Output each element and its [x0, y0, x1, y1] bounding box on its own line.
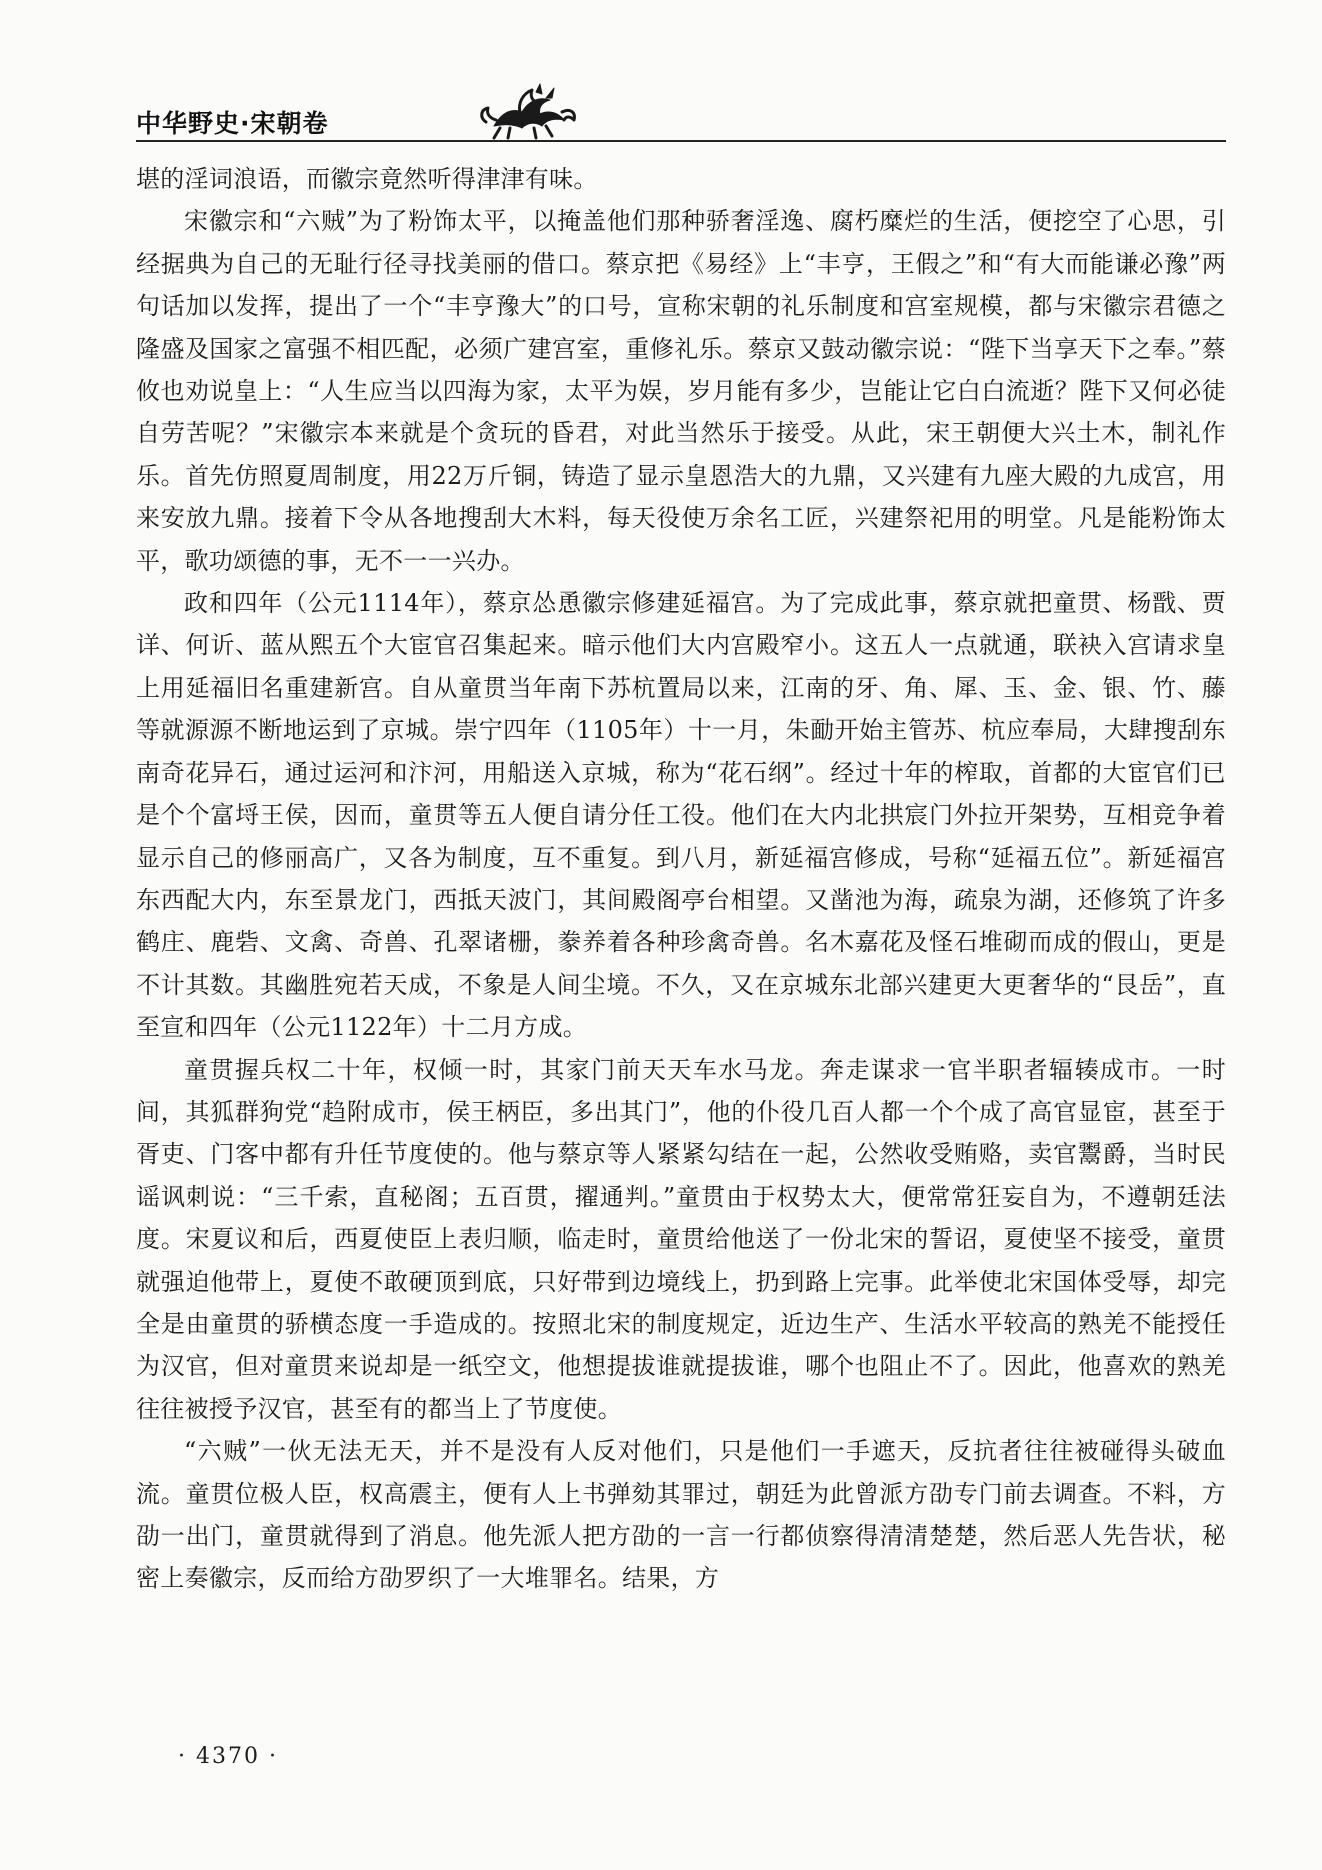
book-title: 中华野史·宋朝卷 — [136, 109, 329, 138]
paragraph: 宋徽宗和“六贼”为了粉饰太平，以掩盖他们那种骄奢淫逸、腐朽糜烂的生活，便挖空了心思，引经据典为自己的无耻行径寻找美丽的借口。蔡京把《易经》上“丰亨，王假之”和“有大而能谦必豫”两句话加以发挥，提出了一个“丰亨豫大”的口号，宣称宋朝的礼乐制度和宫室规模，都与宋徽宗君德之隆盛及国家之富强不相匹配，必须广建宫室，重修礼乐。蔡京又鼓动徽宗说：“陛下当享天下之奉。”蔡攸也劝说皇上：“人生应当以四海为家，太平为娱，岁月能有多少，岂能让它白白流逝？陛下又何必徒自劳苦呢？”宋徽宗本来就是个贪玩的昏君，对此当然乐于接受。从此，宋王朝便大兴土木，制礼作乐。首先仿照夏周制度，用22万斤铜，铸造了显示皇恩浩大的九鼎，又兴建有九座大殿的九成宫，用来安放九鼎。接着下令从各地搜刮大木料，每天役使万余名工匠，兴建祭祀用的明堂。凡是能粉饰太平，歌功颂德的事，无不一一兴办。 — [136, 207, 1226, 575]
body-text — [136, 158, 1226, 1600]
running-header — [136, 82, 596, 142]
paragraph: 堪的淫词浪语，而徽宗竟然听得津津有味。 — [136, 165, 598, 193]
dragon-emblem-icon — [476, 82, 580, 140]
paragraph: 政和四年（公元1114年），蔡京怂恿徽宗修建延福宫。为了完成此事，蔡京就把童贯、杨戬、贾详、何䜣、蓝从熙五个大宦官召集起来。暗示他们大内宫殿窄小。这五人一点就通，联袂入宫请求皇上用延福旧名重建新宫。自从童贯当年南下苏杭置局以来，江南的牙、角、犀、玉、金、银、竹、藤等就源源不断地运到了京城。崇宁四年（1105年）十一月，朱勔开始主管苏、杭应奉局，大肆搜刮东南奇花异石，通过运河和汴河，用船送入京城，称为“花石纲”。经过十年的榨取，首都的大宦官们已是个个富埒王侯，因而，童贯等五人便自请分任工役。他们在大内北拱宸门外拉开架势，互相竞争着显示自己的修丽高广，又各为制度，互不重复。到八月，新延福宫修成，号称“延福五位”。新延福宫东西配大内，东至景龙门，西抵天波门，其间殿阁亭台相望。又凿池为海，疏泉为湖，还修筑了许多鹤庄、鹿砦、文禽、奇兽、孔翠诸栅，豢养着各种珍禽奇兽。名木嘉花及怪石堆砌而成的假山，更是不计其数。其幽胜宛若天成，不象是人间尘境。不久，又在京城东北部兴建更大更奢华的“艮岳”，直至宣和四年（公元1122年）十二月方成。 — [136, 589, 1226, 1042]
page-number: · 4370 · — [178, 1744, 278, 1769]
header-rule — [136, 140, 1226, 142]
paragraph: 童贯握兵权二十年，权倾一时，其家门前天天车水马龙。奔走谋求一官半职者辐辏成市。一时间，其狐群狗党“趋附成市，侯王柄臣，多出其门”，他的仆役几百人都一个个成了高官显宦，甚至于胥吏、门客中都有升任节度使的。他与蔡京等人紧紧勾结在一起，公然收受贿赂，卖官鬻爵，当时民谣讽刺说：“三千索，直秘阁；五百贯，擢通判。”童贯由于权势太大，便常常狂妄自为，不遵朝廷法度。宋夏议和后，西夏使臣上表归顺，临走时，童贯给他送了一份北宋的誓诏，夏使坚不接受，童贯就强迫他带上，夏使不敢硬顶到底，只好带到边境线上，扔到路上完事。此举使北宋国体受辱，却完全是由童贯的骄横态度一手造成的。按照北宋的制度规定，近边生产、生活水平较高的熟羌不能授任为汉官，但对童贯来说却是一纸空文，他想提拔谁就提拔谁，哪个也阻止不了。因此，他喜欢的熟羌往往被授予汉官，甚至有的都当上了节度使。 — [136, 1055, 1226, 1423]
paragraph: “六贼”一伙无法无天，并不是没有人反对他们，只是他们一手遮天，反抗者往往被碰得头破血流。童贯位极人臣，权高震主，便有人上书弹劾其罪过，朝廷为此曾派方劭专门前去调查。不料，方劭一出门，童贯就得到了消息。他先派人把方劭的一言一行都侦察得清清楚楚，然后恶人先告状，秘密上奏徽宗，反而给方劭罗织了一大堆罪名。结果，方 — [136, 1437, 1226, 1593]
